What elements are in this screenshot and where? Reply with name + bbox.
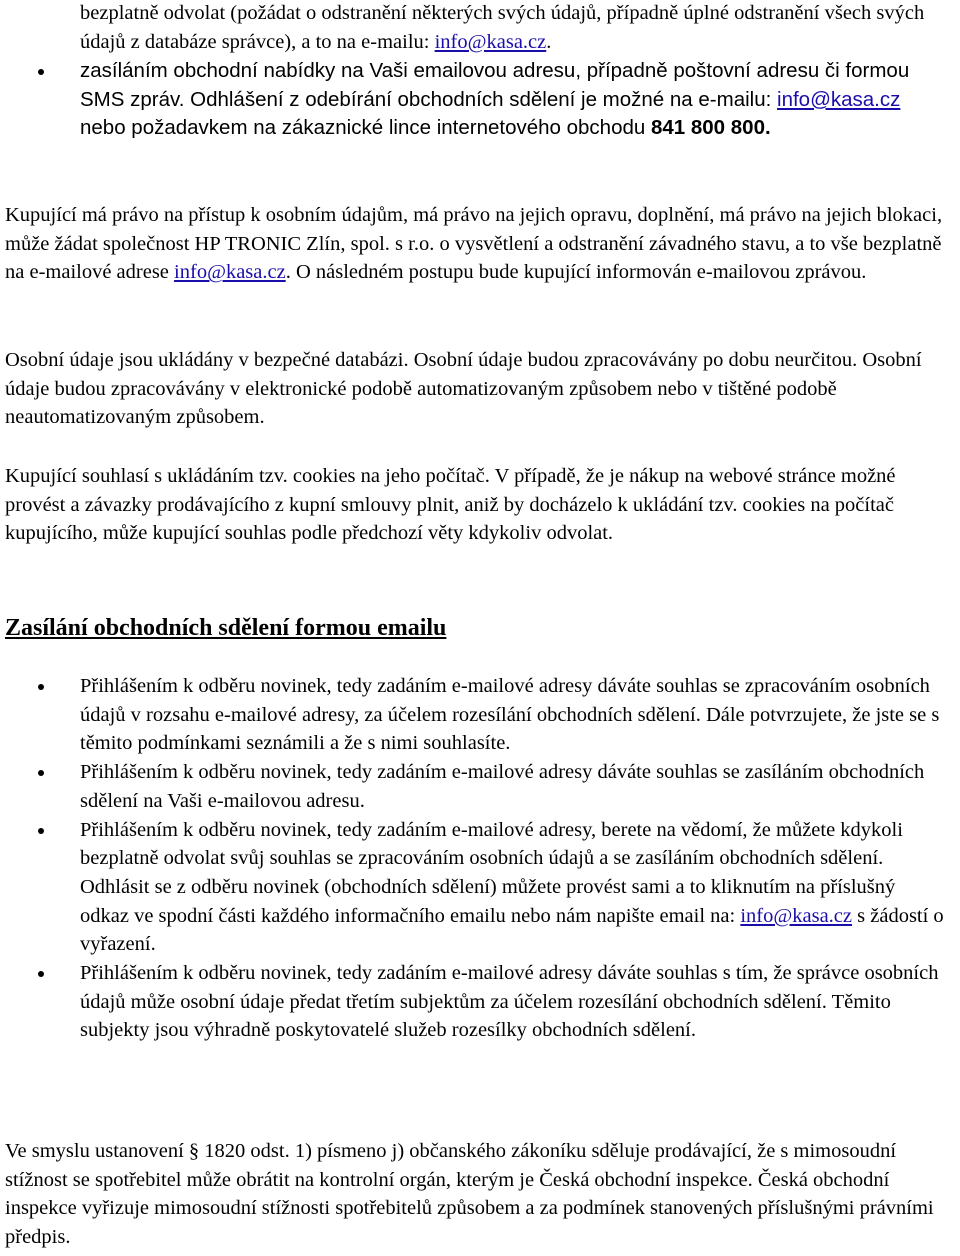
email-link[interactable]: info@kasa.cz xyxy=(777,87,901,111)
list-item: Přihlášením k odběru novinek, tedy zadáním e-mailové adresy, berete na vědomí, že můžete kdykoli bezplatně odvolat svůj souhlas se zpracováním osobních údajů a se zasíláním obchodních sdělení. Odhlásit se z odběru novinek (obchodních sdělení) můžete provést sami a to kliknutím na příslušný odkaz ve spodní části každého informačního emailu nebo nám napište email na: info@kasa.cz s žádostí o vyřazení. xyxy=(0,816,952,960)
list-item-text: bezplatně odvolat (požádat o odstranění některých svých údajů, případně úplné odstranění všech svých údajů z databáze správce), a to na e-mailu: xyxy=(80,2,925,53)
bullet-icon xyxy=(38,684,44,690)
email-link[interactable]: info@kasa.cz xyxy=(434,30,547,53)
paragraph-rights: Kupující má právo na přístup k osobním údajům, má právo na jejich opravu, doplnění, má právo na jejich blokaci, může žádat společnost HP TRONIC Zlín, spol. s r.o. o vysvětlení a odstranění závadného stavu, a to vše bezplatně na e-mailové adrese info@kasa.cz. O následném postupu bude kupující informován e-mailovou zprávou. xyxy=(5,204,943,284)
list-item: bezplatně odvolat (požádat o odstranění některých svých údajů, případně úplné odstranění všech svých údajů z databáze správce), a to na e-mailu: info@kasa.cz. xyxy=(80,2,925,53)
paragraph-storage: Osobní údaje jsou ukládány v bezpečné databázi. Osobní údaje budou zpracovávány po dobu neurčitou. Osobní údaje budou zpracovávány v elektronické podobě automatizovaným způsobem nebo v tištěné podobě neautomatizovaným způsobem. xyxy=(5,349,922,429)
email-link[interactable]: info@kasa.cz xyxy=(740,904,853,927)
list-item-sms xyxy=(0,57,952,143)
bullet-icon xyxy=(38,69,44,75)
list-item: Přihlášením k odběru novinek, tedy zadáním e-mailové adresy dáváte souhlas s tím, že správce osobních údajů může osobní údaje předat třetím subjektům za účelem rozesílání obchodních sdělení. Těmito subjekty jsou výhradně poskytovatelé služeb rozesílky obchodních sdělení. xyxy=(0,959,952,1045)
section-title: Zasílání obchodních sdělení formou emailu xyxy=(5,615,447,641)
email-link[interactable]: info@kasa.cz xyxy=(174,261,286,284)
phone-number: 841 800 800. xyxy=(650,116,771,140)
bullet-icon xyxy=(38,971,44,977)
bullet-icon xyxy=(38,770,44,776)
list-item-continued xyxy=(0,0,952,56)
section-list xyxy=(0,672,952,1045)
paragraph-law: Ve smyslu ustanovení § 1820 odst. 1) písmeno j) občanského zákoníku sděluje prodávající, že s mimosoudní stížnost se spotřebitel může obrátit na kontrolní orgán, kterým je Česká obchodní inspekce. Česká obchodní inspekce vyřizuje mimosoudní stížnosti spotřebitelů způsobem a za podmínek stanovených příslušnými právními předpis. xyxy=(5,1140,934,1249)
bullet-icon xyxy=(38,828,44,834)
section-heading xyxy=(0,612,952,644)
list-item: Přihlášením k odběru novinek, tedy zadáním e-mailové adresy dáváte souhlas se zasíláním obchodních sdělení na Vaši e-mailovou adresu. xyxy=(0,758,952,815)
paragraph-cookies: Kupující souhlasí s ukládáním tzv. cookies na jeho počítač. V případě, že je nákup na webové stránce možné provést a závazky prodávajícího z kupní smlouvy plnit, aniž by docházelo k ukládání tzv. cookies na počítač kupujícího, může kupující souhlas podle předchozí věty kdykoliv odvolat. xyxy=(5,465,896,545)
list-item: zasíláním obchodní nabídky na Vaši emailovou adresu, případně poštovní adresu či formou SMS zpráv. Odhlášení z odebírání obchodních sdělení je možné na e-mailu: info@kasa.cz nebo požadavkem na zákaznické lince internetového obchodu 841 800 800. xyxy=(0,57,952,143)
list-item: Přihlášením k odběru novinek, tedy zadáním e-mailové adresy dáváte souhlas se zpracováním osobních údajů v rozsahu e-mailové adresy, za účelem rozesílání obchodních sdělení. Dále potvrzujete, že jste se s těmito podmínkami seznámili a že s nimi souhlasíte. xyxy=(0,672,952,758)
